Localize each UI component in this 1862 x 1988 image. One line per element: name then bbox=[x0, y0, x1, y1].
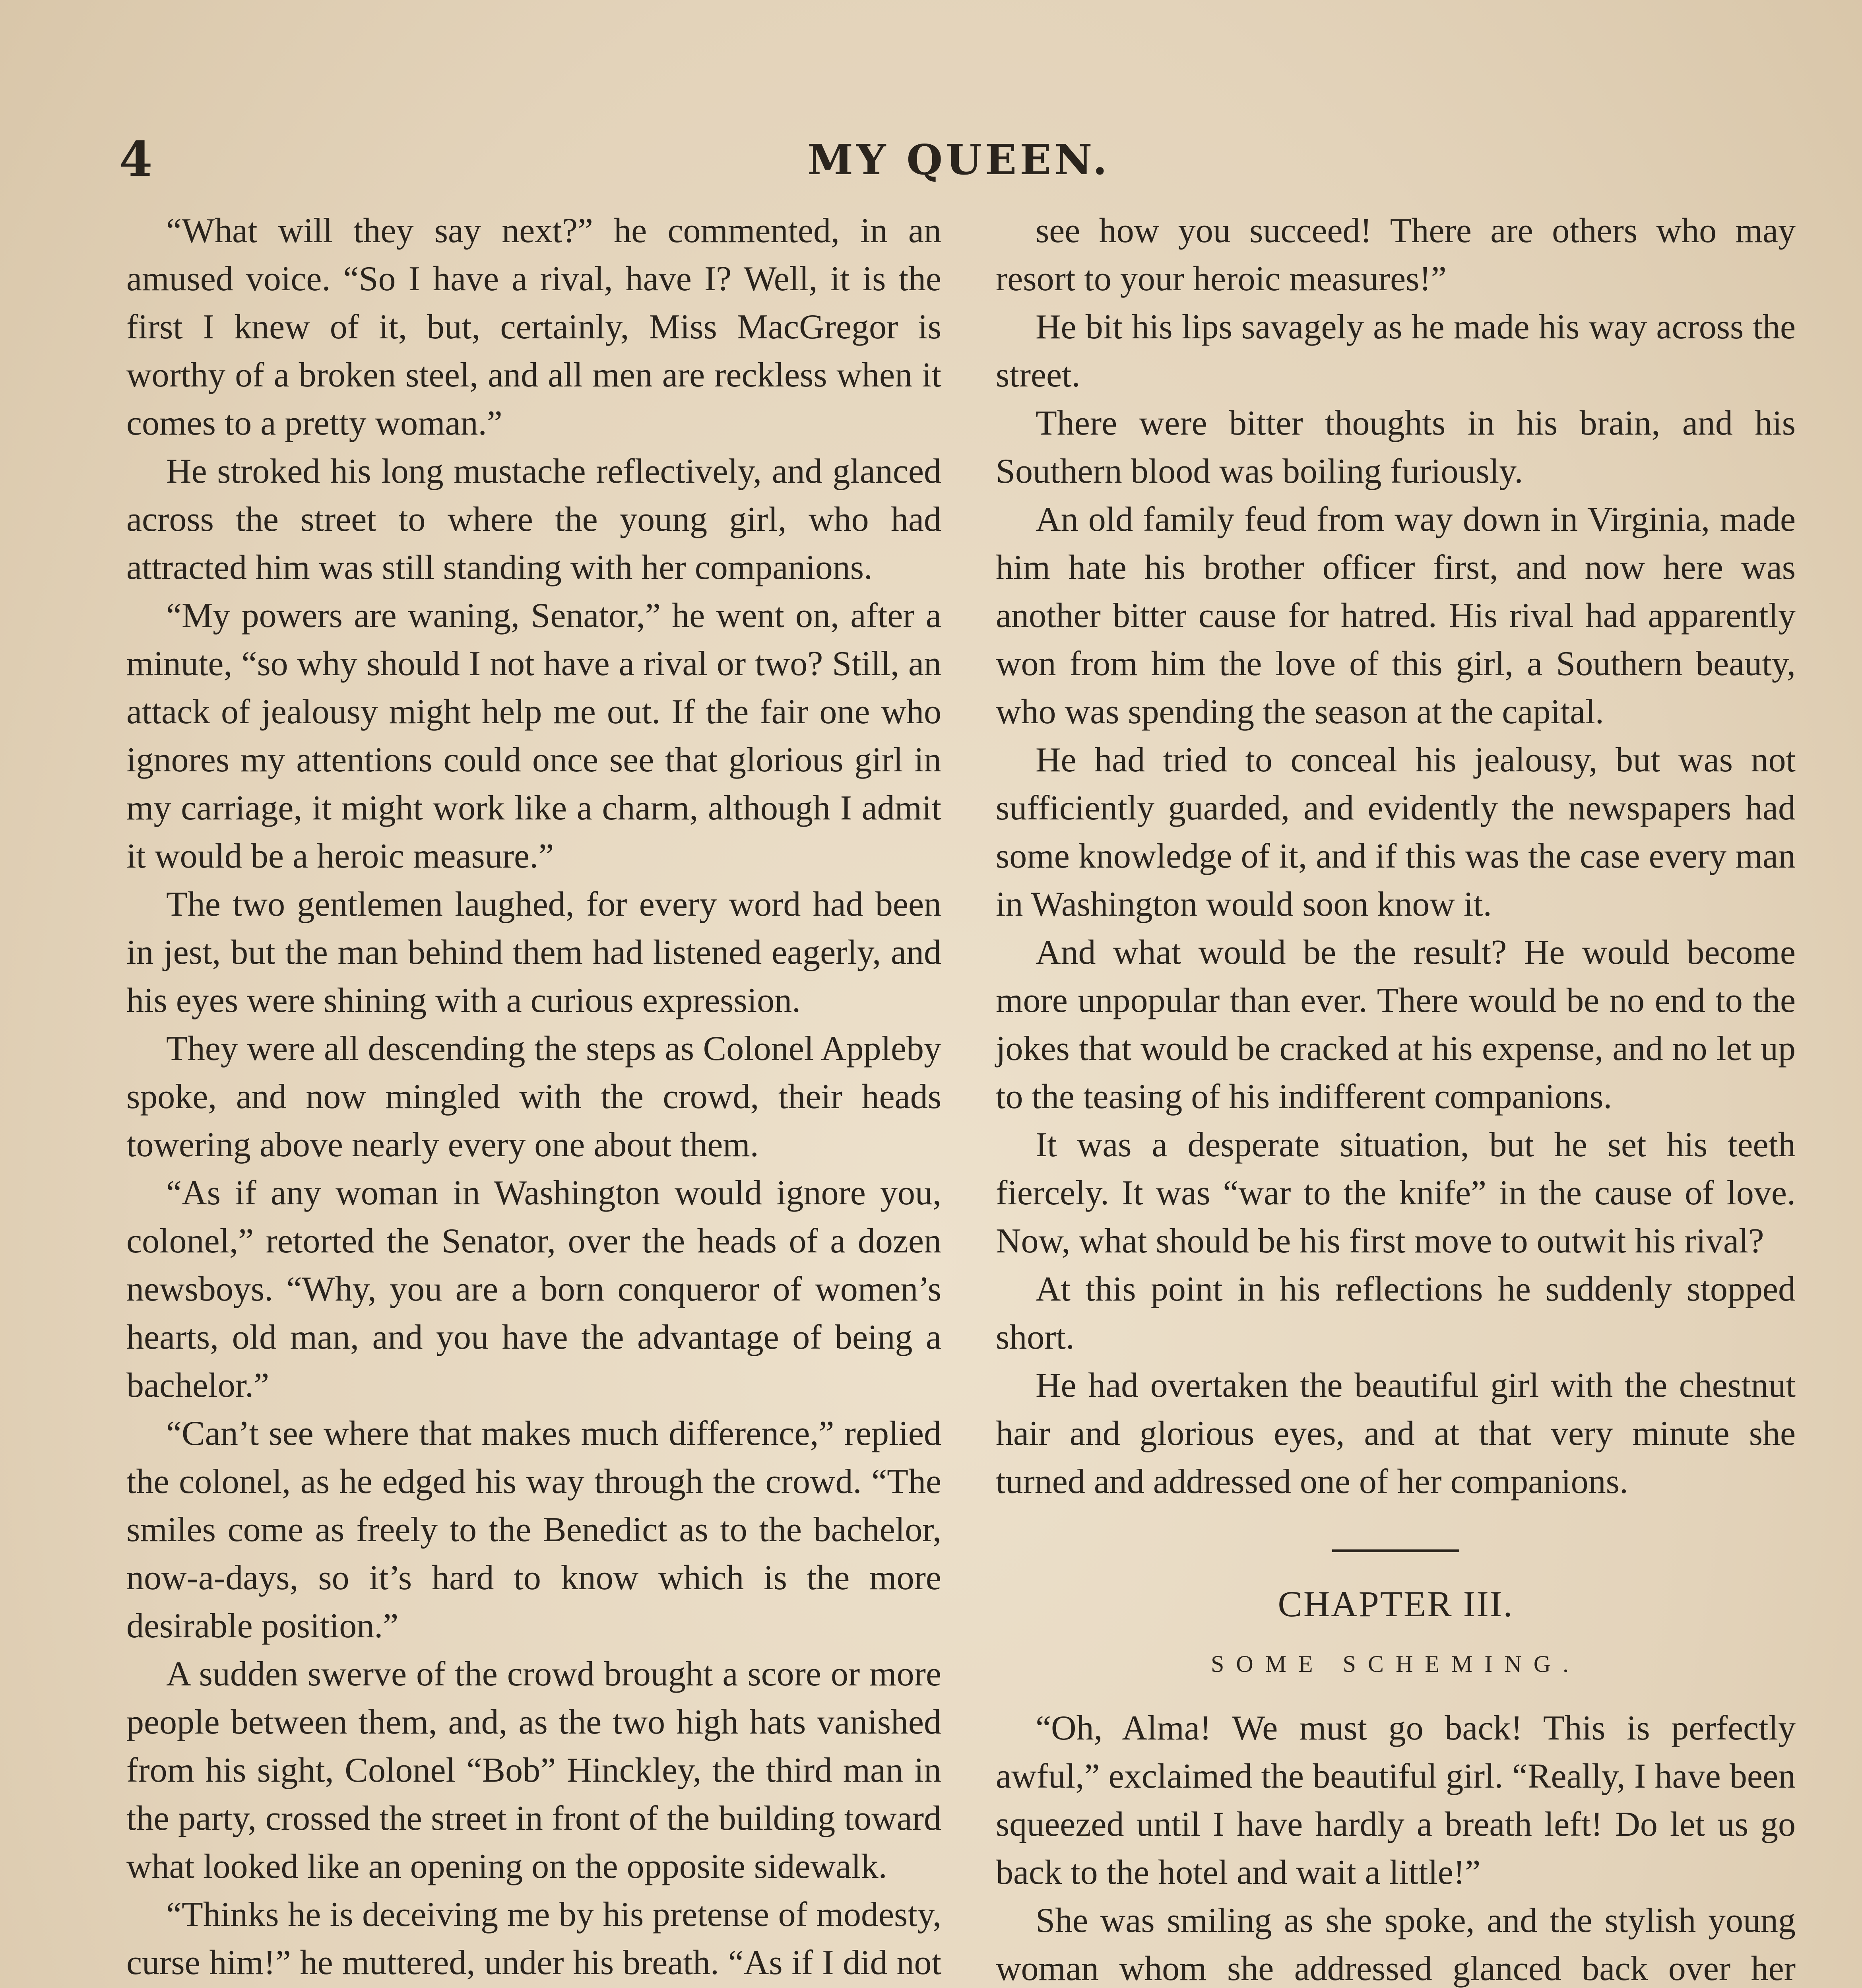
paragraph: “My powers are waning, Senator,” he went on, after a minute, “so why should I not have a rival or two? Still, an attack of jealousy might help me out. If the fair one who ignores my attentions could once see that glorious girl in my carriage, it might work like a charm, although I admit it would be a heroic measure.” bbox=[126, 596, 941, 876]
chapter-title: CHAPTER III. bbox=[1278, 1584, 1514, 1624]
right-column bbox=[996, 207, 1796, 1988]
paragraph: It was a desperate situation, but he set his teeth fiercely. It was “war to the knife” in the cause of love. Now, what should be his first move to outwit his rival? bbox=[996, 1126, 1796, 1260]
paragraph: He had overtaken the beautiful girl with the chestnut hair and glorious eyes, and at that very minute she turned and addressed one of her companions. bbox=[996, 1366, 1796, 1501]
chapter-subtitle: SOME SCHEMING. bbox=[1210, 1651, 1581, 1677]
paragraph: “Oh, Alma! We must go back! This is perfectly awful,” exclaimed the beautiful girl. “Really, I have been squeezed until I have hardly a breath left! Do let us go back to the hotel and wait a little!” bbox=[996, 1709, 1796, 1892]
paragraph: The two gentlemen laughed, for every word had been in jest, but the man behind them had listened eagerly, and his eyes were shining with a curious expression. bbox=[126, 885, 941, 1020]
paragraph: He stroked his long mustache reflectively, and glanced across the street to where the young girl, who had attracted him was still standing with her companions. bbox=[126, 452, 941, 587]
left-column bbox=[126, 207, 941, 1988]
paragraph: They were all descending the steps as Colonel Appleby spoke, and now mingled with the crowd, their heads towering above nearly every one about them. bbox=[126, 1029, 941, 1164]
paragraph: “Thinks he is deceiving me by his pretense of modesty, curse him!” he muttered, under his breath. “As if I did not bbox=[126, 1895, 941, 1982]
paragraph: see how you succeed! There are others who may resort to your heroic measures!” bbox=[996, 212, 1796, 298]
page-header bbox=[119, 119, 1798, 199]
running-title: MY QUEEN. bbox=[807, 135, 1110, 184]
paragraph: “Can’t see where that makes much difference,” replied the colonel, as he edged his way through the crowd. “The smiles come as freely to the Benedict as to the bachelor, now-a-days, so it’s hard to know which is the more desirable position.” bbox=[126, 1414, 941, 1645]
paragraph: And what would be the result? He would become more unpopular than ever. There would be no end to the jokes that would be cracked at his expense, and no let up to the teasing of his indifferent companions. bbox=[996, 933, 1796, 1116]
paragraph: She was smiling as she spoke, and the stylish young woman whom she addressed glanced back over her bbox=[996, 1901, 1796, 1988]
paragraph: An old family feud from way down in Virginia, made him hate his brother officer first, and now here was another bitter cause for hatred. His rival had apparently won from him the love of this girl, a Southern beauty, who was spending the season at the capital. bbox=[996, 500, 1796, 731]
paragraph: “What will they say next?” he commented, in an amused voice. “So I have a rival, have I? Well, it is the first I knew of it, but, certainly, Miss MacGregor is worthy of a broken steel, and all men are reckless when it comes to a pretty woman.” bbox=[126, 212, 941, 443]
paragraph: There were bitter thoughts in his brain, and his Southern blood was boiling furiously. bbox=[996, 404, 1796, 491]
paragraph: He bit his lips savagely as he made his way across the street. bbox=[996, 308, 1796, 394]
section-divider bbox=[1332, 1549, 1459, 1552]
paragraph: At this point in his reflections he suddenly stopped short. bbox=[996, 1270, 1796, 1357]
paragraph: “As if any woman in Washington would ignore you, colonel,” retorted the Senator, over the heads of a dozen newsboys. “Why, you are a born conqueror of women’s hearts, old man, and you have the advantage of being a bachelor.” bbox=[126, 1174, 941, 1405]
paragraph: A sudden swerve of the crowd brought a score or more people between them, and, as the two high hats vanished from his sight, Colonel “Bob” Hinckley, the third man in the party, crossed the street in front of the building toward what looked like an opening on the opposite sidewalk. bbox=[126, 1655, 941, 1886]
paragraph: He had tried to conceal his jealousy, but was not sufficiently guarded, and evidently the newspapers had some knowledge of it, and if this was the case every man in Washington would soon know it. bbox=[996, 741, 1796, 924]
page-number: 4 bbox=[119, 131, 153, 187]
